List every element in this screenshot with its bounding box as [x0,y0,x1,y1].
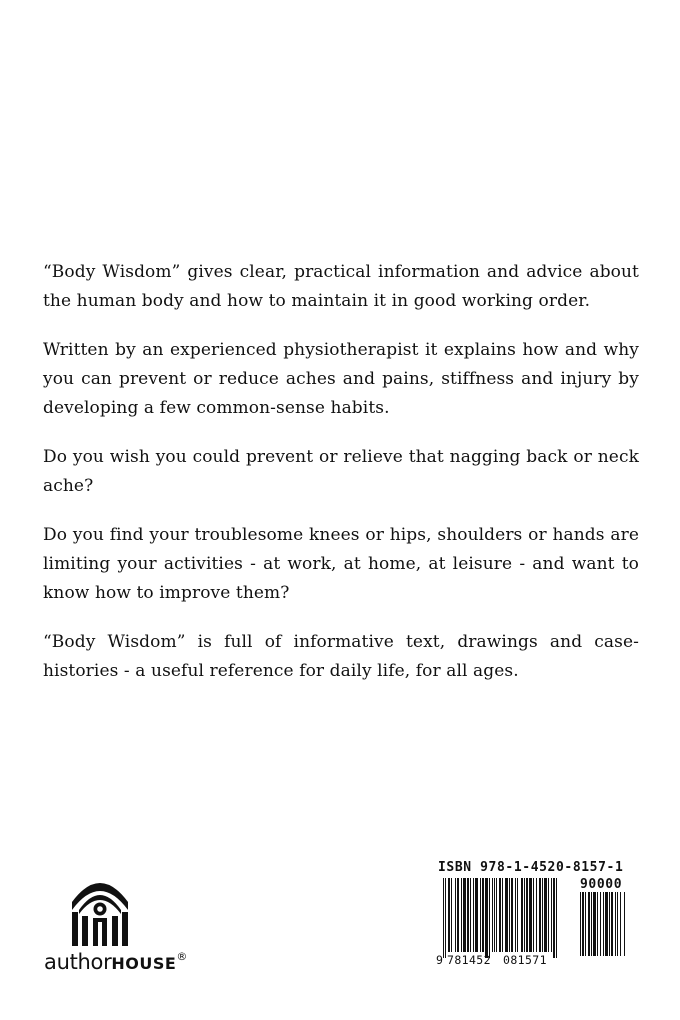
back-cover-blurb [43,258,639,686]
blurb-paragraph: “Body Wisdom” gives clear, practical information and advice about the human body and how to maintain it in good working order. [43,262,639,311]
blurb-paragraph: Written by an experienced physiotherapist it explains how and why you can prevent or reduce aches and pains, stiffness and injury by developing a few common-sense habits. [43,340,639,418]
publisher-name-caps: HOUSE [111,954,177,973]
registered-mark: ® [176,950,188,963]
publisher-logo [44,880,194,980]
publisher-name-lower: author [44,950,112,974]
price-addon-digits: 90000 [580,877,623,892]
ean-barcode-bars [443,878,573,962]
ean-first-digit: 9 [436,953,443,967]
publisher-wordmark [44,950,187,974]
ean-left-digits: 781452 [447,953,491,967]
isbn-label: ISBN 978-1-4520-8157-1 [438,860,624,875]
blurb-paragraph: “Body Wisdom” is full of informative text, drawings and case-histories - a useful reference for daily life, for all ages. [43,632,639,681]
blurb-paragraph: Do you find your troublesome knees or hips, shoulders or hands are limiting your activities - at work, at home, at leisure - and want to know how to improve them? [43,525,639,603]
isbn-barcode [438,860,643,982]
blurb-paragraph: Do you wish you could prevent or relieve that nagging back or neck ache? [43,447,639,496]
addon-barcode-bars [580,892,642,958]
authorhouse-logo-icon [70,880,130,948]
ean-right-digits: 081571 [503,953,547,967]
